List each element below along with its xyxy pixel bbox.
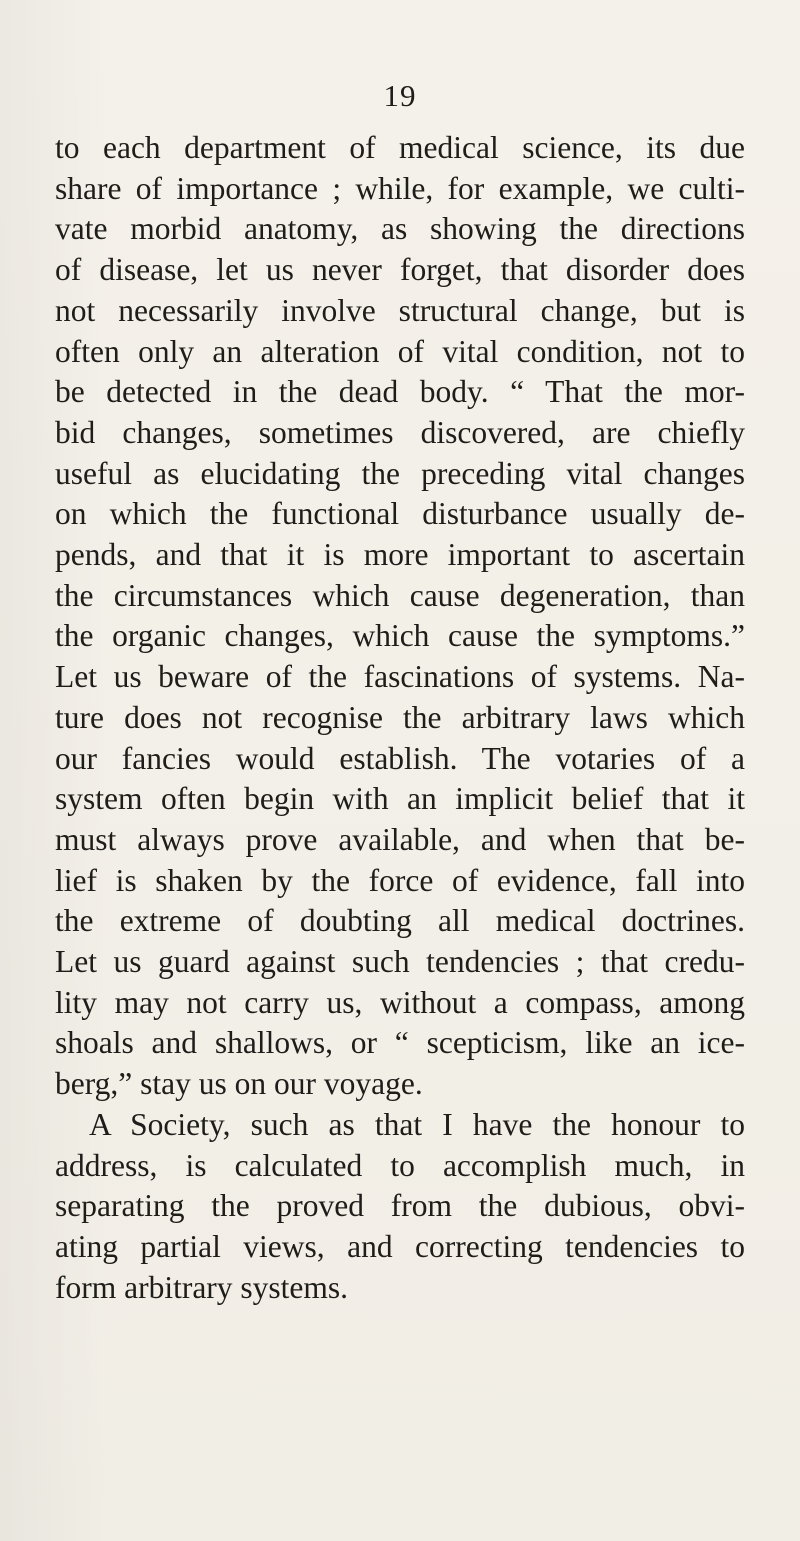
text-line: be detected in the dead body. “ That the mor-: [55, 374, 745, 410]
text-line: lief is shaken by the force of evidence, fall into: [55, 862, 745, 898]
text-line: not necessarily involve structural change, but is: [55, 292, 745, 328]
text-line: must always prove available, and when that be-: [55, 821, 745, 857]
text-line: bid changes, sometimes discovered, are chiefly: [55, 414, 745, 450]
text-line: pends, and that it is more important to ascertain: [55, 537, 745, 573]
text-line: A Society, such as that I have the honour to: [89, 1106, 745, 1142]
text-line: useful as elucidating the preceding vital changes: [55, 455, 745, 491]
page-number: 19: [383, 78, 417, 113]
text-line: ating partial views, and correcting tendencies to: [55, 1228, 745, 1264]
text-line: to each department of medical science, its due: [55, 130, 745, 165]
text-line: form arbitrary systems.: [55, 1269, 349, 1305]
text-line: the circumstances which cause degeneration, than: [55, 577, 745, 613]
text-line: lity may not carry us, without a compass, among: [55, 984, 745, 1020]
text-line: shoals and shallows, or “ scepticism, like an ice-: [55, 1025, 745, 1061]
text-line: of disease, let us never forget, that disorder does: [55, 252, 745, 288]
text-line: the organic changes, which cause the symptoms.”: [55, 618, 745, 654]
text-line: Let us guard against such tendencies ; that credu-: [55, 944, 745, 980]
text-line: share of importance ; while, for example, we culti-: [55, 170, 745, 206]
text-line: address, is calculated to accomplish much, in: [55, 1147, 745, 1183]
text-line: separating the proved from the dubious, obvi-: [55, 1188, 745, 1224]
text-line: ture does not recognise the arbitrary laws which: [55, 699, 745, 735]
text-line: the extreme of doubting all medical doctrines.: [55, 903, 745, 939]
text-line: our fancies would establish. The votaries of a: [55, 740, 745, 776]
text-line: berg,” stay us on our voyage.: [55, 1066, 423, 1102]
text-line: system often begin with an implicit belief that it: [55, 781, 745, 817]
text-line: on which the functional disturbance usually de-: [55, 496, 745, 532]
body-text: [55, 128, 745, 1308]
text-line: Let us beware of the fascinations of systems. Na-: [55, 659, 745, 695]
text-line: vate morbid anatomy, as showing the directions: [55, 211, 745, 247]
text-line: often only an alteration of vital condition, not to: [55, 333, 745, 369]
